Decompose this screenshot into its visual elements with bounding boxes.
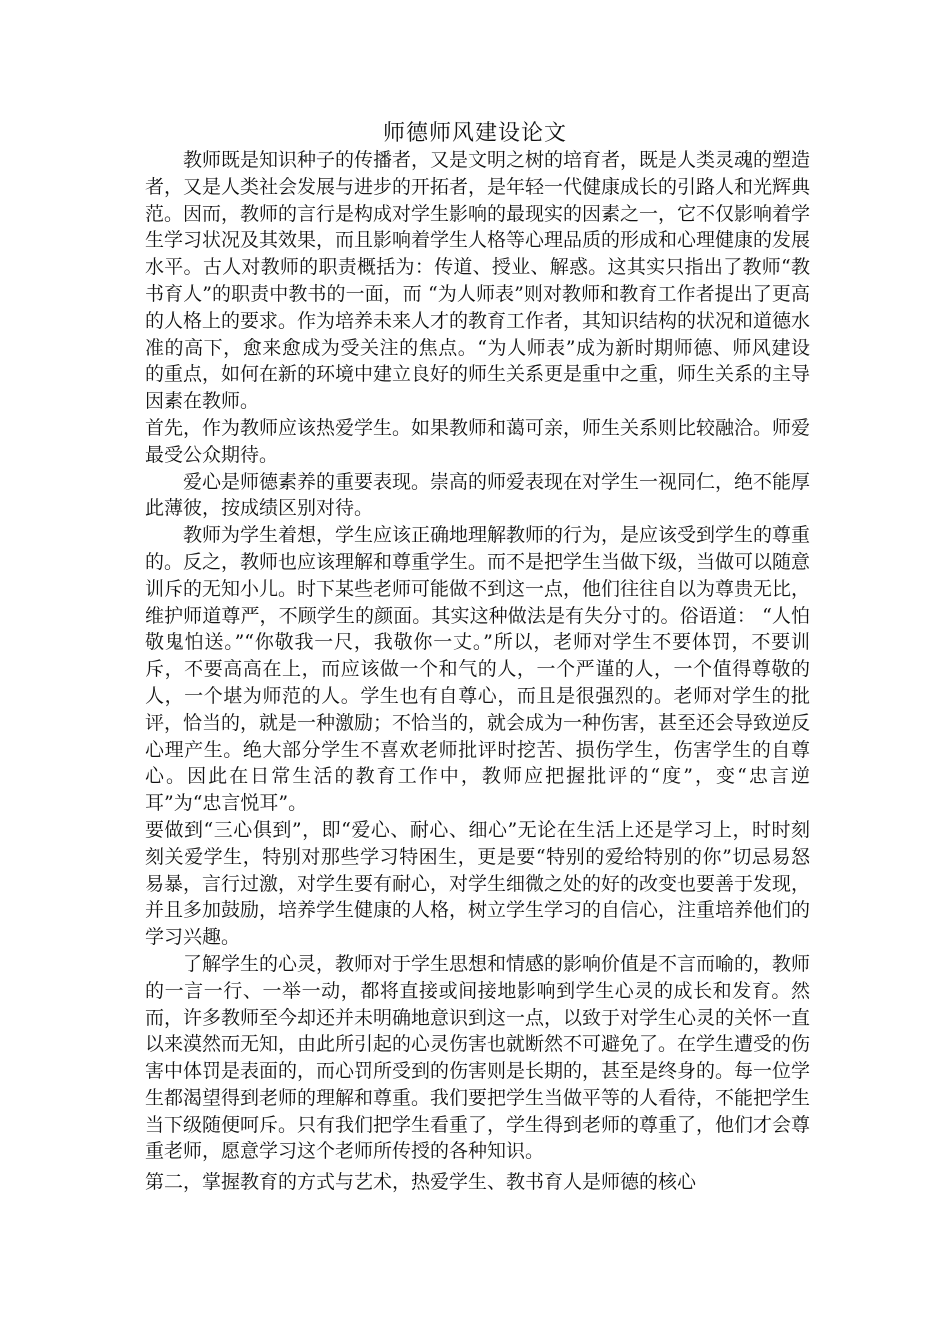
paragraph-respect: 教师为学生着想，学生应该正确地理解教师的行为，是应该受到学生的尊重的。反之，教师也应该理解和尊重学生。而不是把学生当做下级，当做可以随意训斥的无知小儿。时下某些老师可能做不到这一点，他们往往自以为尊贵无比，维护师道尊严，不顾学生的颜面。其实这种做法是有失分寸的。俗语道： “人怕敬鬼怕送。”“你敬我一尺，我敬你一丈。”所以，老师对学生不要体罚，不要训斥，不要高高在上，而应该做一个和气的人，一个严谨的人，一个值得尊敬的人，一个堪为师范的人。学生也有自尊心，而且是很强烈的。老师对学生的批评，恰当的，就是一种激励；不恰当的，就会成为一种伤害，甚至还会导致逆反心理产生。绝大部分学生不喜欢老师批评时挖苦、损伤学生，伤害学生的自尊心。因此在日常生活的教育工作中，教师应把握批评的“度”，变“忠言逆耳”为“忠言悦耳”。	[145, 524, 811, 815]
document-title: 师德师风建设论文	[382, 121, 567, 146]
document-body	[145, 147, 810, 1165]
paragraph-love: 爱心是师德素养的重要表现。崇高的师爱表现在对学生一视同仁，绝不能厚此薄彼，按成绩区别对待。	[145, 470, 811, 520]
paragraph-intro: 教师既是知识种子的传播者，又是文明之树的培育者，既是人类灵魂的塑造者，又是人类社会发展与进步的开拓者，是年轻一代健康成长的引路人和光辉典范。因而，教师的言行是构成对学生影响的最现实的因素之一，它不仅影响着学生学习状况及其效果，而且影响着学生人格等心理品质的形成和心理健康的发展水平。古人对教师的职责概括为：传道、授业、解惑。这其实只指出了教师“教书育人”的职责中教书的一面，而 “为人师表”则对教师和教育工作者提出了更高的人格上的要求。作为培养未来人才的教育工作者，其知识结构的状况和道德水准的高下，愈来愈成为受关注的焦点。“为人师表”成为新时期师德、师风建设的重点，如何在新的环境中建立良好的师生关系更是重中之重，师生关系的主导因素在教师。	[145, 149, 811, 413]
paragraph-three-hearts: 要做到“三心俱到”，即“爱心、耐心、细心”无论在生活上还是学习上，时时刻刻关爱学生，特别对那些学习特困生，更是要“特别的爱给特别的你”切忌易怒易暴，言行过激，对学生要有耐心，对学生细微之处的好的改变也要善于发现，并且多加鼓励，培养学生健康的人格，树立学生学习的自信心，注重培养他们的学习兴趣。	[145, 818, 811, 949]
paragraph-first-point: 首先，作为教师应该热爱学生。如果教师和蔼可亲，师生关系则比较融洽。师爱最受公众期待。	[145, 416, 811, 466]
section-heading-second: 第二，掌握教育的方式与艺术，热爱学生、教书育人是师德的核心	[145, 1171, 697, 1193]
paragraph-understand-soul: 了解学生的心灵，教师对于学生思想和情感的影响价值是不言而喻的，教师的一言一行、一举一动，都将直接或间接地影响到学生心灵的成长和发育。然而，许多教师至今却还并未明确地意识到这一点，以致于对学生心灵的关怀一直以来漠然而无知，由此所引起的心灵伤害也就断然不可避免了。在学生遭受的伤害中体罚是表面的，而心罚所受到的伤害则是长期的，甚至是终身的。每一位学生都渴望得到老师的理解和尊重。我们要把学生当做平等的人看待，不能把学生当下级随便呵斥。只有我们把学生看重了，学生得到老师的尊重了，他们才会尊重老师，愿意学习这个老师所传授的各种知识。	[145, 952, 811, 1163]
